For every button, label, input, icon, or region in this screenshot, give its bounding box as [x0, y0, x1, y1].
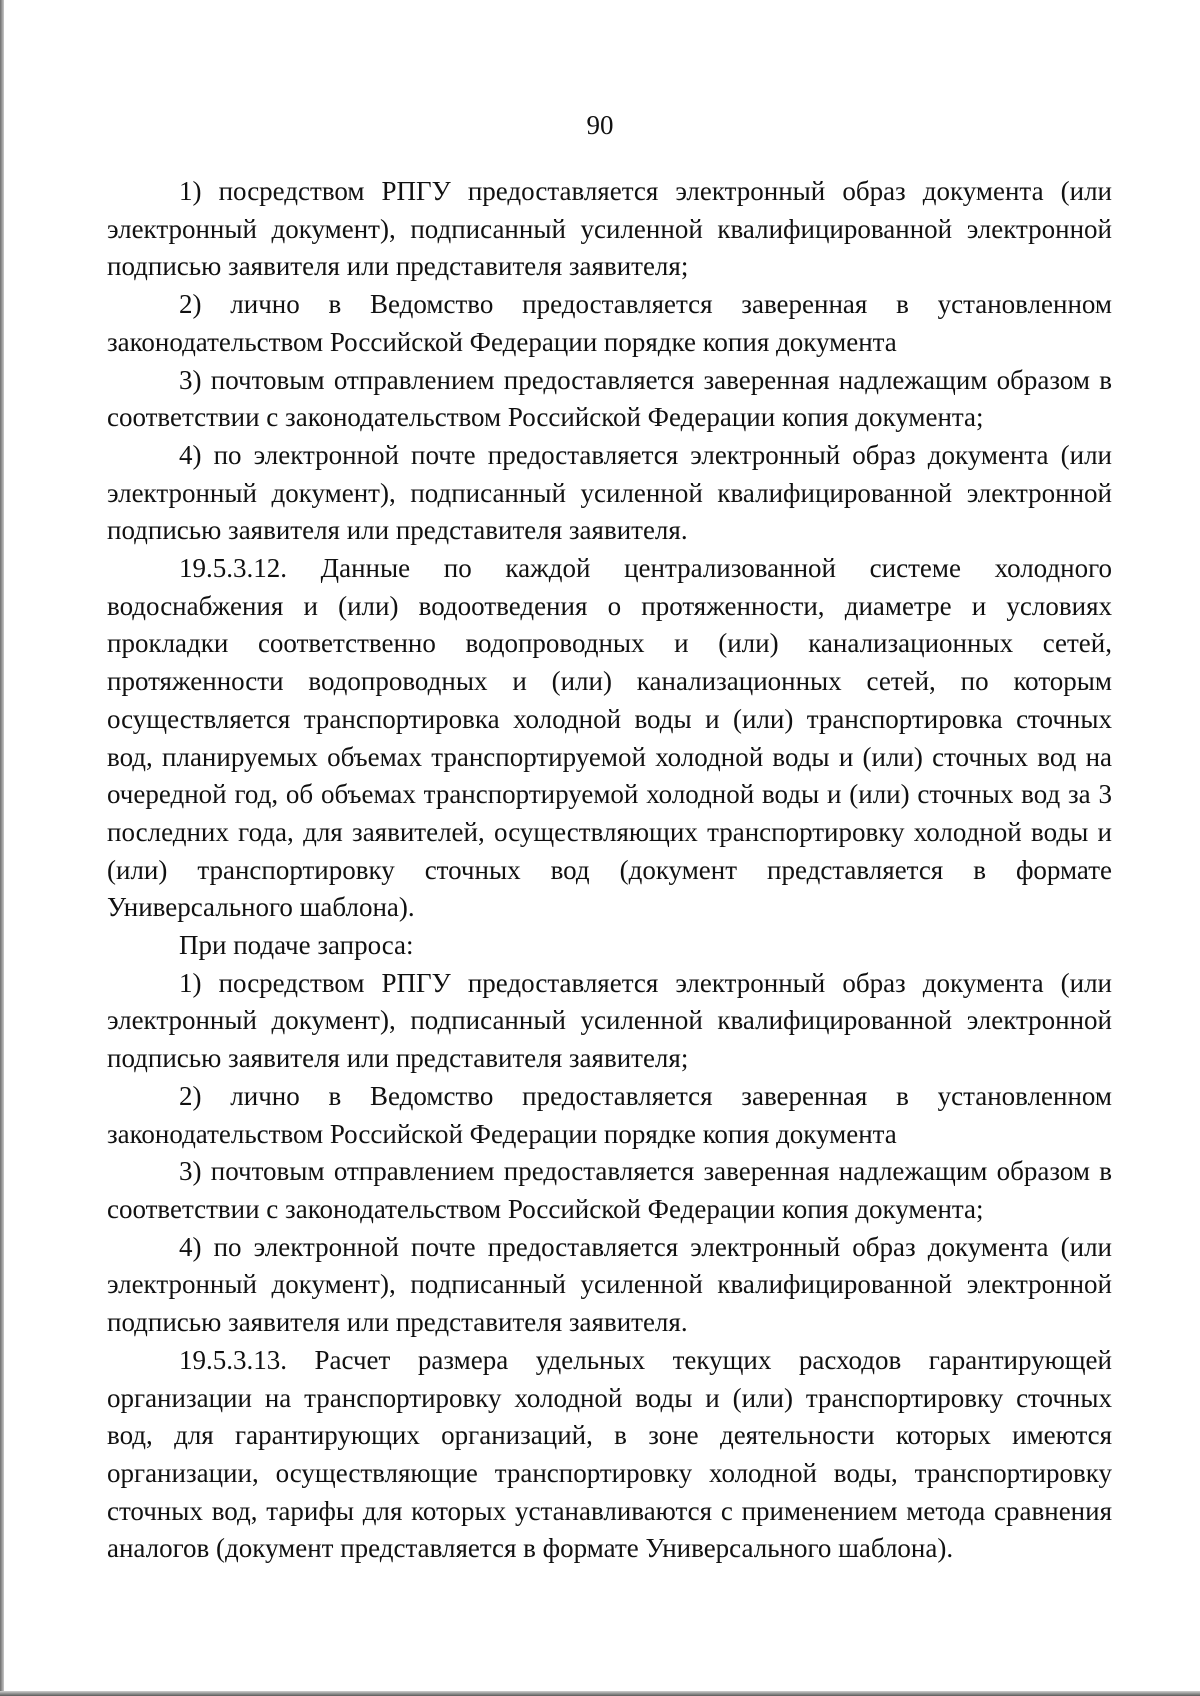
paragraph-item-1-rpgu: 1) посредством РПГУ предоставляется электронный образ документа (или электронный документ), подписанный усиленной квалифицированной электронной подписью заявителя или представителя заявителя;: [107, 967, 1112, 1074]
paragraph-section-19-5-3-12: 19.5.3.12. Данные по каждой централизованной системе холодного водоснабжения и (или) водоотведения о протяженности, диаметре и условиях прокладки соответственно водопроводных и (или) канализационных сетей, протяженности водопроводных и (или) канализационных сетей, по которым осуществляется транспортировка холодной воды и (или) транспортировка сточных вод, планируемых объемах транспортируемой холодной воды и (или) сточных вод на очередной год, об объемах транспортируемой холодной воды и (или) сточных вод за 3 последних года, для заявителей, осуществляющих транспортировку холодной воды и (или) транспортировку сточных вод (документ представляется в формате Универсального шаблона).: [107, 553, 1112, 923]
scan-edge-left: [0, 0, 4, 1696]
paragraph-section-19-5-3-13: 19.5.3.13. Расчет размера удельных текущих расходов гарантирующей организации на транспортировку холодной воды и (или) транспортировку сточных вод, для гарантирующих организаций, в зоне деятельности которых имеются организации, осуществляющие транспортировку холодной воды, транспортировку сточных вод, тарифы для которых устанавливаются с применением метода сравнения аналогов (документ представляется в формате Универсального шаблона).: [107, 1344, 1112, 1564]
paragraph-item-3-postal: 3) почтовым отправлением предоставляется заверенная надлежащим образом в соответствии с законодательством Российской Федерации копия документа;: [107, 1156, 1112, 1224]
document-body: [107, 173, 1112, 1568]
paragraph-item-1-rpgu: 1) посредством РПГУ предоставляется электронный образ документа (или электронный документ), подписанный усиленной квалифицированной электронной подписью заявителя или представителя заявителя;: [107, 176, 1112, 282]
paragraph-item-3-postal: 3) почтовым отправлением предоставляется заверенная надлежащим образом в соответствии с законодательством Российской Федерации копия документа;: [107, 364, 1112, 433]
paragraph-request-submission: При подаче запроса:: [179, 930, 414, 961]
paragraph-item-2-in-person: 2) лично в Ведомство предоставляется заверенная в установленном законодательством Российской Федерации порядке копия документа: [107, 289, 1112, 357]
scan-edge-bottom: [0, 1691, 1200, 1696]
page-number: 90: [586, 110, 614, 140]
paragraph-item-4-email: 4) по электронной почте предоставляется электронный образ документа (или электронный документ), подписанный усиленной квалифицированной электронной подписью заявителя или представителя заявителя.: [107, 439, 1112, 546]
paragraph-item-2-in-person: 2) лично в Ведомство предоставляется заверенная в установленном законодательством Российской Федерации порядке копия документа: [107, 1080, 1112, 1149]
paragraph-item-4-email: 4) по электронной почте предоставляется электронный образ документа (или электронный документ), подписанный усиленной квалифицированной электронной подписью заявителя или представителя заявителя.: [107, 1231, 1112, 1338]
